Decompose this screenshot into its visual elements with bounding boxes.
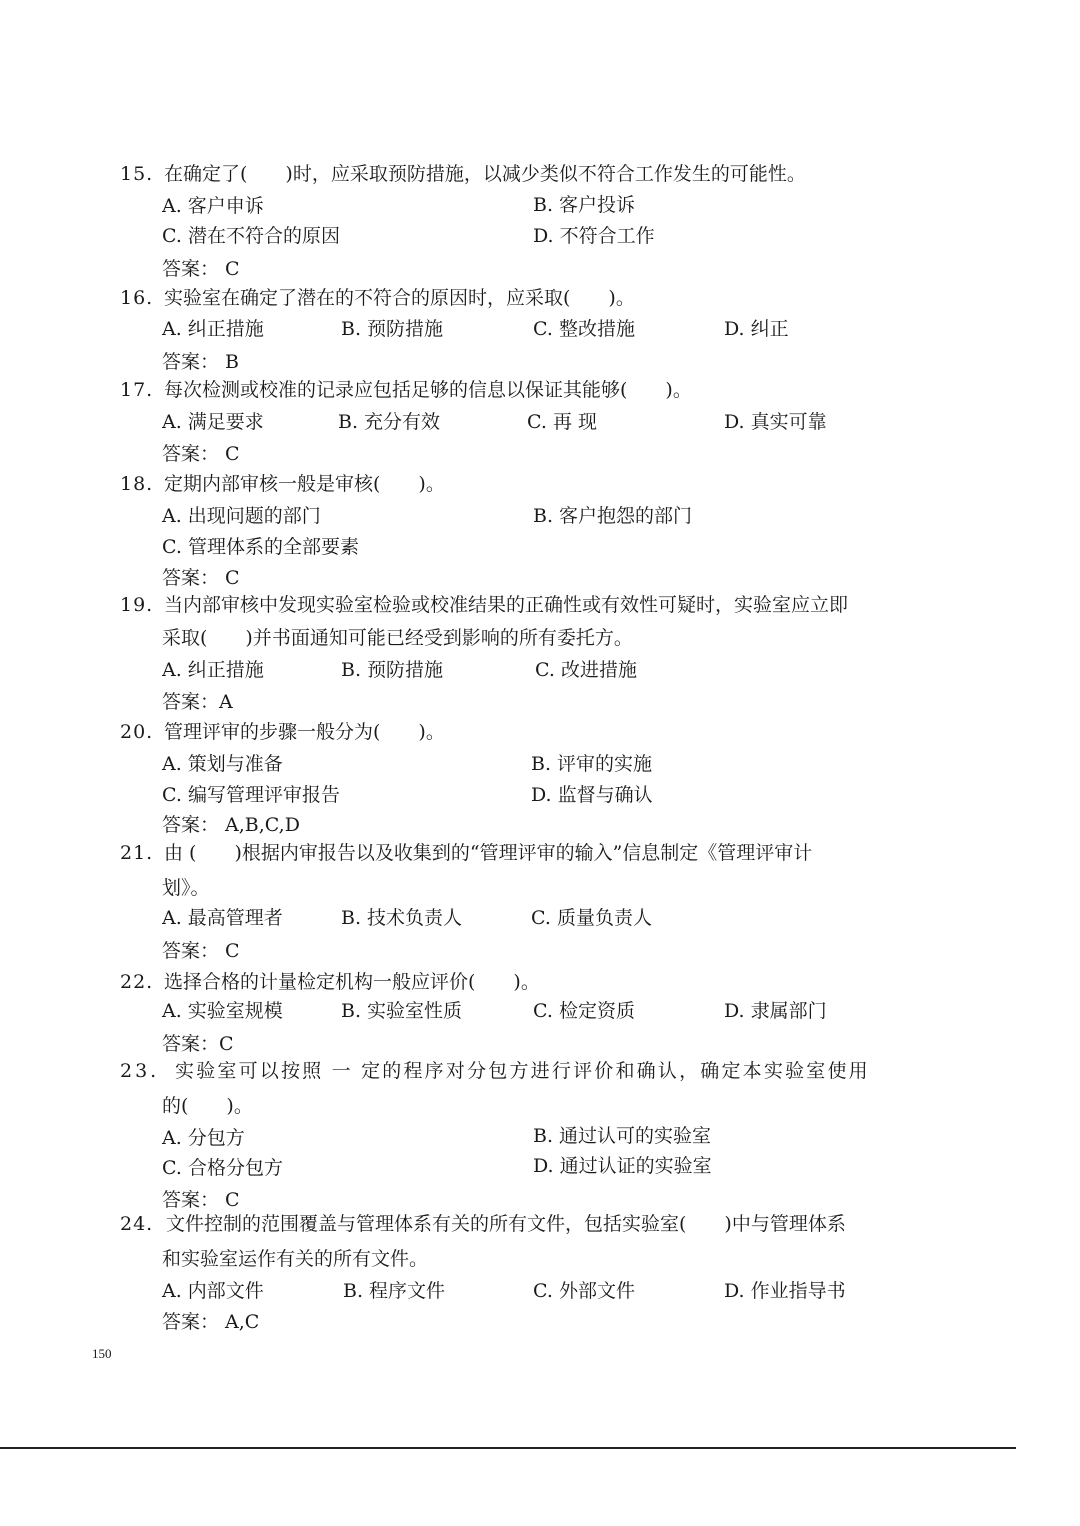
question-23-answer: 答案： C: [162, 1189, 240, 1211]
question-17-number: 17.: [120, 379, 154, 401]
question-15-stem: 在确定了( )时，应采取预防措施，以减少类似不符合工作发生的可能性。: [164, 163, 806, 185]
question-20-option-c: C. 编写管理评审报告: [162, 784, 340, 806]
question-16-option-c: C. 整改措施: [533, 318, 635, 340]
question-21-stem-line-2: 划》。: [162, 877, 210, 899]
question-20-option-a: A. 策划与准备: [162, 753, 283, 775]
question-23-stem-line-1: 实验室可以按照 一 定的程序对分包方进行评价和确认，确定本实验室使用: [175, 1060, 870, 1082]
question-19-number: 19.: [120, 594, 154, 616]
question-22-stem: 选择合格的计量检定机构一般应评价( )。: [164, 971, 540, 993]
question-18-option-b: B. 客户抱怨的部门: [533, 505, 693, 527]
question-18-number: 18.: [120, 473, 154, 495]
question-20-number: 20.: [120, 721, 154, 743]
question-21-stem-line-1: 由 ( )根据内审报告以及收集到的“管理评审的输入”信息制定《管理评审计: [164, 842, 813, 864]
question-21-answer: 答案： C: [162, 940, 240, 962]
question-19-option-a: A. 纠正措施: [162, 659, 264, 681]
question-19-stem-line-1: 当内部审核中发现实验室检验或校准结果的正确性或有效性可疑时，实验室应立即: [164, 594, 849, 616]
question-18-stem: 定期内部审核一般是审核( )。: [164, 473, 445, 495]
question-19-option-b: B. 预防措施: [341, 659, 444, 681]
question-16-answer: 答案： B: [162, 351, 240, 373]
question-24-stem-line-1: 文件控制的范围覆盖与管理体系有关的所有文件，包括实验室( )中与管理体系: [166, 1213, 846, 1235]
question-24-answer: 答案： A,C: [162, 1311, 260, 1333]
question-22-option-c: C. 检定资质: [533, 1000, 635, 1022]
question-20-option-d: D. 监督与确认: [531, 784, 653, 806]
question-15-option-a: A. 客户申诉: [162, 195, 264, 217]
question-16-option-b: B. 预防措施: [341, 318, 444, 340]
question-23-stem-line-2: 的( )。: [162, 1095, 253, 1117]
question-23-number: 23.: [120, 1060, 160, 1082]
question-20-stem: 管理评审的步骤一般分为( )。: [164, 721, 445, 743]
footer-rule: [0, 1447, 1016, 1449]
question-24-option-b: B. 程序文件: [343, 1280, 446, 1302]
question-19-stem-line-2: 采取( )并书面通知可能已经受到影响的所有委托方。: [162, 627, 633, 649]
question-23-option-a: A. 分包方: [162, 1127, 245, 1149]
question-15-answer: 答案： C: [162, 258, 240, 280]
question-16-number: 16.: [120, 287, 154, 309]
question-15-option-c: C. 潜在不符合的原因: [162, 225, 340, 247]
question-19-option-c: C. 改进措施: [535, 659, 637, 681]
question-21-option-c: C. 质量负责人: [531, 907, 652, 929]
question-18-answer: 答案： C: [162, 567, 240, 589]
question-22-number: 22.: [120, 971, 154, 993]
question-15-option-d: D. 不符合工作: [533, 225, 655, 247]
question-21-number: 21.: [120, 842, 154, 864]
question-21-option-b: B. 技术负责人: [341, 907, 463, 929]
question-17-option-b: B. 充分有效: [338, 411, 441, 433]
question-20-answer: 答案： A,B,C,D: [162, 814, 300, 836]
question-24-option-a: A. 内部文件: [162, 1280, 264, 1302]
question-16-stem: 实验室在确定了潜在的不符合的原因时，应采取( )。: [164, 287, 635, 309]
question-22-option-b: B. 实验室性质: [341, 1000, 463, 1022]
question-19-answer: 答案：A: [162, 691, 233, 713]
question-16-option-a: A. 纠正措施: [162, 318, 264, 340]
page-number: 150: [92, 1346, 112, 1361]
question-22-answer: 答案：C: [162, 1033, 234, 1055]
question-18-option-a: A. 出现问题的部门: [162, 505, 321, 527]
question-18-option-c: C. 管理体系的全部要素: [162, 536, 359, 558]
question-24-option-c: C. 外部文件: [533, 1280, 635, 1302]
question-23-option-d: D. 通过认证的实验室: [533, 1155, 712, 1177]
question-15-option-b: B. 客户投诉: [533, 194, 636, 216]
question-20-option-b: B. 评审的实施: [531, 753, 653, 775]
question-15-number: 15.: [120, 163, 154, 185]
question-17-option-a: A. 满足要求: [162, 411, 264, 433]
question-24-stem-line-2: 和实验室运作有关的所有文件。: [162, 1248, 429, 1270]
question-17-answer: 答案： C: [162, 443, 240, 465]
question-17-option-c: C. 再 现: [527, 411, 597, 433]
question-22-option-d: D. 隶属部门: [724, 1000, 827, 1022]
question-23-option-c: C. 合格分包方: [162, 1157, 283, 1179]
question-24-number: 24.: [120, 1213, 154, 1235]
question-17-stem: 每次检测或校准的记录应包括足够的信息以保证其能够( )。: [164, 379, 692, 401]
question-22-option-a: A. 实验室规模: [162, 1000, 283, 1022]
question-24-option-d: D. 作业指导书: [724, 1280, 846, 1302]
question-16-option-d: D. 纠正: [724, 318, 789, 340]
question-17-option-d: D. 真实可靠: [724, 411, 827, 433]
question-21-option-a: A. 最高管理者: [162, 907, 283, 929]
question-23-option-b: B. 通过认可的实验室: [533, 1125, 712, 1147]
